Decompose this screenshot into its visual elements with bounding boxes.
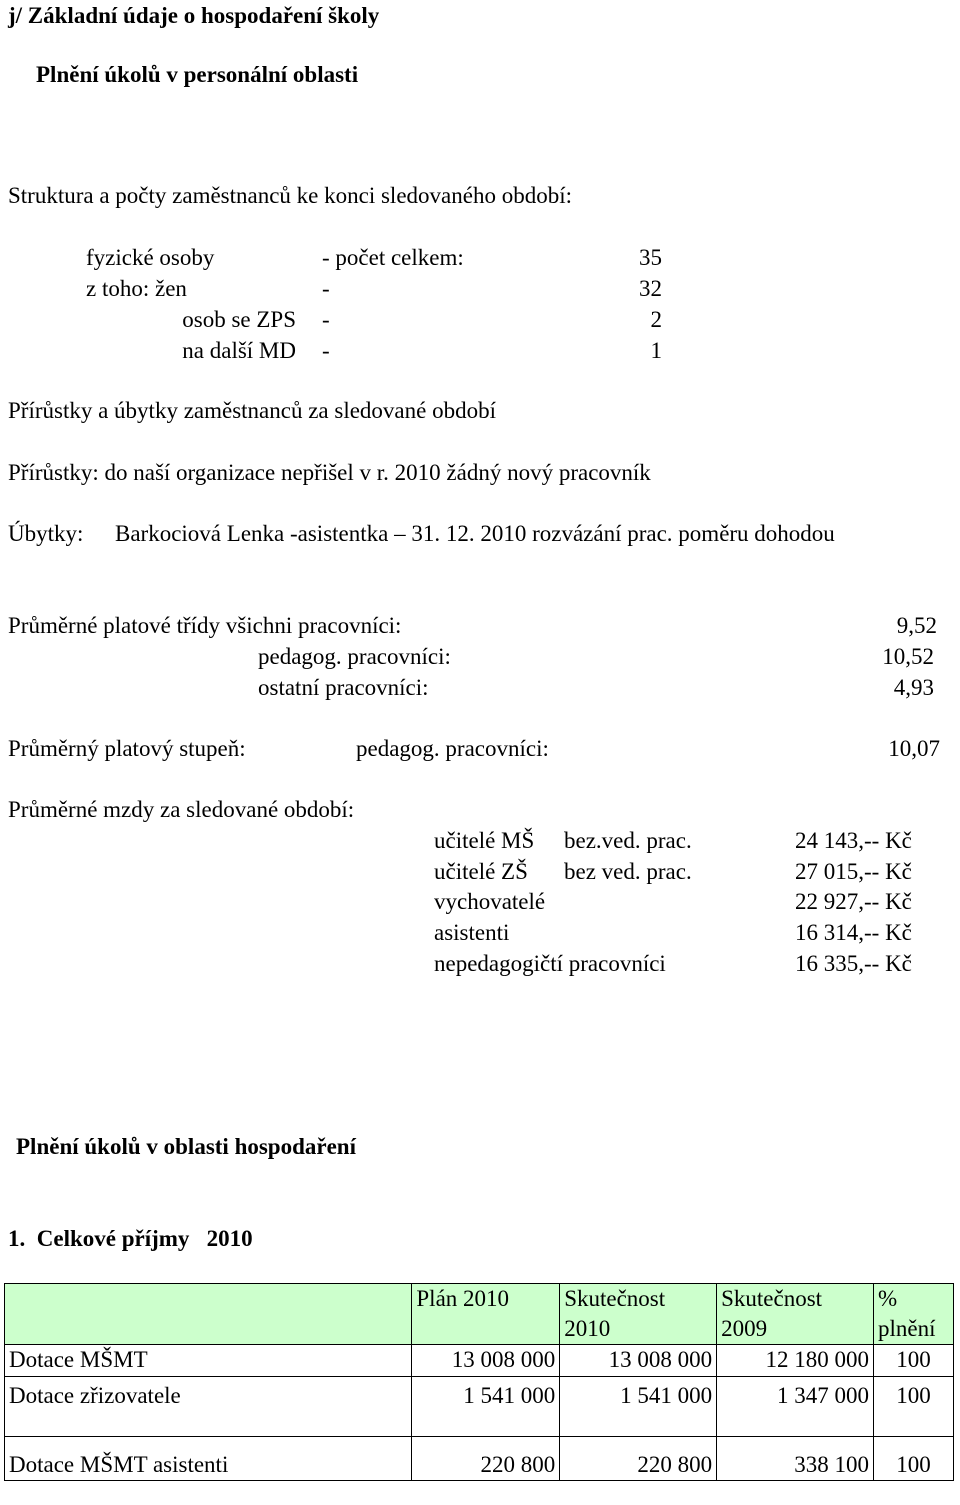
table-cell-plan: 13 008 000	[412, 1345, 560, 1377]
personnel-title: Plnění úkolů v personální oblasti	[36, 62, 359, 87]
workforce-label: na další MD	[182, 338, 296, 363]
table-header-row	[5, 1284, 954, 1345]
wage-label: vychovatelé	[434, 889, 546, 914]
workforce-label: osob se ZPS	[182, 307, 296, 332]
table-header-cell: % plnění	[873, 1284, 953, 1345]
table-cell-plan: 220 800	[412, 1437, 560, 1481]
wages-heading: Průměrné mzdy za sledované období:	[8, 797, 355, 822]
workforce-dash: -	[322, 338, 330, 363]
pay-classes-heading: Průměrné platové třídy všichni pracovníci:	[8, 613, 402, 638]
workforce-label: z toho: žen	[86, 276, 187, 301]
workforce-value: 1	[650, 338, 662, 363]
workforce-dash: -	[322, 307, 330, 332]
workforce-dash: -	[322, 276, 330, 301]
pay-grade-heading: Průměrný platový stupeň:	[8, 736, 246, 761]
wage-label: učitelé ZŠ	[434, 859, 528, 884]
table-row-label: Dotace zřizovatele	[5, 1377, 412, 1437]
workforce-dash: - počet celkem:	[322, 245, 464, 270]
table-header-cell: Skutečnost 2010	[560, 1284, 717, 1345]
pay-grade-label: pedagog. pracovníci:	[356, 736, 549, 761]
table-header-cell: Skutečnost 2009	[717, 1284, 874, 1345]
pay-classes-other-label: ostatní pracovníci:	[258, 675, 429, 700]
wage-qualifier: bez.ved. prac.	[564, 828, 692, 853]
wage-label: učitelé MŠ	[434, 828, 535, 853]
economy-title: Plnění úkolů v oblasti hospodaření	[16, 1134, 356, 1159]
pay-classes-other-value: 4,93	[893, 675, 934, 700]
table-cell-actual-2010: 13 008 000	[560, 1345, 717, 1377]
wage-value: 16 314,-- Kč	[795, 920, 912, 945]
table-cell-pct: 100	[873, 1377, 953, 1437]
wage-value: 24 143,-- Kč	[795, 828, 912, 853]
table-header-cell: Plán 2010	[412, 1284, 560, 1345]
wage-value: 16 335,-- Kč	[795, 951, 912, 976]
income-table	[4, 1283, 954, 1481]
increments-text: Přírůstky: do naší organizace nepřišel v r. 2010 žádný nový pracovník	[8, 460, 651, 485]
wage-value: 27 015,-- Kč	[795, 859, 912, 884]
wage-label: asistenti	[434, 920, 510, 945]
table-row	[5, 1437, 954, 1481]
changes-heading: Přírůstky a úbytky zaměstnanců za sledované období	[8, 398, 496, 423]
workforce-value: 32	[639, 276, 662, 301]
decrements-text: Barkociová Lenka -asistentka – 31. 12. 2010 rozvázání prac. poměru dohodou	[115, 521, 835, 546]
table-header-empty	[5, 1284, 412, 1345]
table-cell-actual-2009: 338 100	[717, 1437, 874, 1481]
workforce-value: 2	[650, 307, 662, 332]
section-title: j/ Základní údaje o hospodaření školy	[8, 3, 380, 28]
table-cell-actual-2010: 1 541 000	[560, 1377, 717, 1437]
table-cell-actual-2009: 1 347 000	[717, 1377, 874, 1437]
income-heading: 1. Celkové příjmy 2010	[8, 1226, 253, 1251]
pay-grade-value: 10,07	[888, 736, 940, 761]
structure-heading: Struktura a počty zaměstnanců ke konci sledovaného období:	[8, 183, 572, 208]
table-row	[5, 1345, 954, 1377]
table-cell-pct: 100	[873, 1345, 953, 1377]
workforce-label: fyzické osoby	[86, 245, 215, 270]
decrements-label: Úbytky:	[8, 521, 84, 546]
table-row	[5, 1377, 954, 1437]
wage-value: 22 927,-- Kč	[795, 889, 912, 914]
table-row-label: Dotace MŠMT asistenti	[5, 1437, 412, 1481]
table-cell-actual-2009: 12 180 000	[717, 1345, 874, 1377]
pay-classes-all-value: 9,52	[896, 613, 937, 638]
table-cell-pct: 100	[873, 1437, 953, 1481]
wage-label: nepedagogičtí pracovníci	[434, 951, 666, 976]
pay-classes-ped-label: pedagog. pracovníci:	[258, 644, 451, 669]
table-row-label: Dotace MŠMT	[5, 1345, 412, 1377]
table-cell-actual-2010: 220 800	[560, 1437, 717, 1481]
table-cell-plan: 1 541 000	[412, 1377, 560, 1437]
pay-classes-ped-value: 10,52	[882, 644, 934, 669]
wage-qualifier: bez ved. prac.	[564, 859, 692, 884]
workforce-value: 35	[639, 245, 662, 270]
